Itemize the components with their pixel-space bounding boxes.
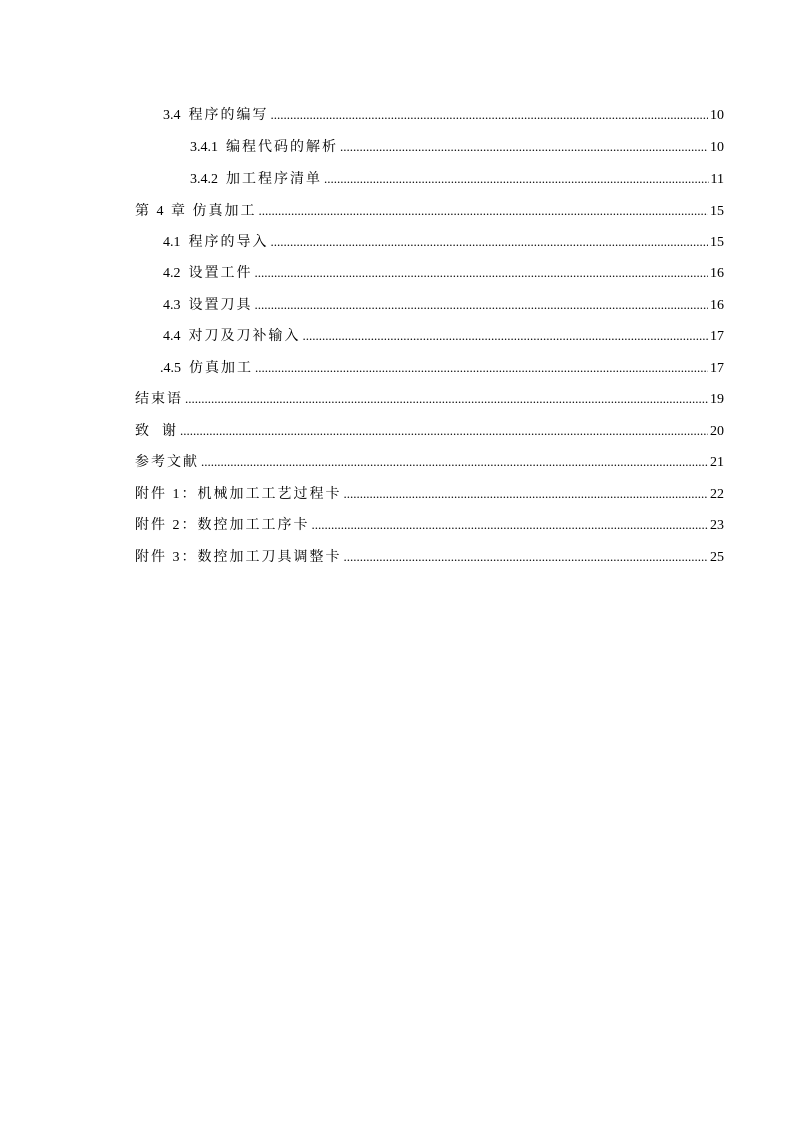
toc-entry[interactable] bbox=[190, 136, 724, 158]
toc-entry-label bbox=[135, 421, 178, 443]
toc-entry-page: 17 bbox=[710, 361, 724, 376]
toc-entry[interactable] bbox=[135, 483, 724, 505]
toc-entry-label bbox=[135, 547, 342, 569]
toc-entry[interactable] bbox=[135, 420, 724, 442]
toc-entry-title: 结束语 bbox=[135, 392, 183, 407]
toc-entry-title: 程序的编写 bbox=[188, 108, 269, 123]
toc-leader-dots bbox=[255, 294, 709, 316]
toc-leader-dots bbox=[255, 262, 709, 284]
toc-entry-page: 15 bbox=[710, 235, 724, 250]
toc-entry-number: 4.4 bbox=[163, 329, 181, 344]
toc-leader-dots bbox=[344, 483, 709, 505]
toc-leader-dots bbox=[271, 231, 709, 253]
toc-leader-dots bbox=[180, 420, 708, 442]
toc-entry[interactable] bbox=[163, 104, 724, 126]
toc-entry-label bbox=[163, 326, 301, 348]
toc-entry-label bbox=[190, 137, 338, 159]
toc-leader-dots bbox=[312, 514, 709, 536]
toc-entry[interactable] bbox=[135, 200, 724, 222]
toc-entry-page: 16 bbox=[710, 266, 724, 281]
toc-leader-dots bbox=[344, 546, 709, 568]
toc-leader-dots bbox=[201, 451, 708, 473]
toc-entry-title: 参考文献 bbox=[135, 455, 199, 470]
toc-leader-dots bbox=[324, 168, 709, 190]
toc-entry[interactable] bbox=[163, 294, 724, 316]
toc-entry-title: 加工程序清单 bbox=[226, 172, 322, 187]
toc-entry-number: 3.4.1 bbox=[190, 140, 218, 155]
toc-entry-label bbox=[190, 169, 322, 191]
toc-entry[interactable] bbox=[135, 388, 724, 410]
toc-entry-page: 10 bbox=[710, 108, 724, 123]
toc-leader-dots bbox=[185, 388, 708, 410]
toc-entry-number: 4.3 bbox=[163, 298, 181, 313]
toc-entry-label bbox=[135, 515, 310, 537]
toc-entry-page: 20 bbox=[710, 424, 724, 439]
toc-entry[interactable] bbox=[163, 262, 724, 284]
toc-entry-label bbox=[163, 105, 269, 127]
toc-entry-title: 附件 3：数控加工刀具调整卡 bbox=[135, 550, 342, 565]
toc-entry-title: 致 谢 bbox=[135, 424, 178, 439]
toc-leader-dots bbox=[255, 357, 708, 379]
toc-entry-number: 4.2 bbox=[163, 266, 181, 281]
toc-entry-number: .4.5 bbox=[160, 361, 181, 376]
toc-entry-page: 19 bbox=[710, 392, 724, 407]
toc-entry-title: 第 4 章 仿真加工 bbox=[135, 204, 257, 219]
toc-entry-label bbox=[135, 484, 342, 506]
toc-entry-page: 10 bbox=[710, 140, 724, 155]
toc-entry-label bbox=[135, 201, 257, 223]
toc-entry-title: 设置刀具 bbox=[188, 298, 253, 313]
toc-entry-page: 16 bbox=[710, 298, 724, 313]
toc-entry-title: 程序的导入 bbox=[188, 235, 269, 250]
toc-entry-label bbox=[135, 389, 183, 411]
toc-leader-dots bbox=[340, 136, 708, 158]
toc-entry-number: 3.4 bbox=[163, 108, 181, 123]
toc-entry[interactable] bbox=[160, 357, 724, 379]
toc-entry[interactable] bbox=[135, 451, 724, 473]
toc-entry-page: 21 bbox=[710, 455, 724, 470]
toc-entry-label bbox=[163, 232, 269, 254]
toc-entry[interactable] bbox=[163, 325, 724, 347]
toc-entry[interactable] bbox=[135, 546, 724, 568]
toc-entry-page: 22 bbox=[710, 487, 724, 502]
toc-leader-dots bbox=[259, 200, 709, 222]
toc-entry-title: 附件 2：数控加工工序卡 bbox=[135, 518, 310, 533]
toc-entry-label bbox=[135, 452, 199, 474]
toc-entry-page: 23 bbox=[710, 518, 724, 533]
toc-entry[interactable] bbox=[190, 168, 724, 190]
toc-entry-page: 17 bbox=[710, 329, 724, 344]
toc-entry-label bbox=[160, 358, 253, 380]
toc-leader-dots bbox=[271, 104, 709, 126]
toc-entry[interactable] bbox=[135, 514, 724, 536]
toc-entry-page: 11 bbox=[710, 172, 724, 187]
toc-leader-dots bbox=[303, 325, 709, 347]
toc-entry-title: 仿真加工 bbox=[189, 361, 253, 376]
toc-entry-label bbox=[163, 263, 253, 285]
toc-entry-number: 4.1 bbox=[163, 235, 181, 250]
toc-entry-page: 15 bbox=[710, 204, 724, 219]
toc-entry-number: 3.4.2 bbox=[190, 172, 218, 187]
toc-entry-title: 对刀及刀补输入 bbox=[188, 329, 301, 344]
toc-entry-title: 设置工件 bbox=[188, 266, 253, 281]
toc-entry-label bbox=[163, 295, 253, 317]
toc-entry-page: 25 bbox=[710, 550, 724, 565]
toc-entry-title: 编程代码的解析 bbox=[226, 140, 338, 155]
toc-entry[interactable] bbox=[163, 231, 724, 253]
toc-entry-title: 附件 1：机械加工工艺过程卡 bbox=[135, 487, 342, 502]
